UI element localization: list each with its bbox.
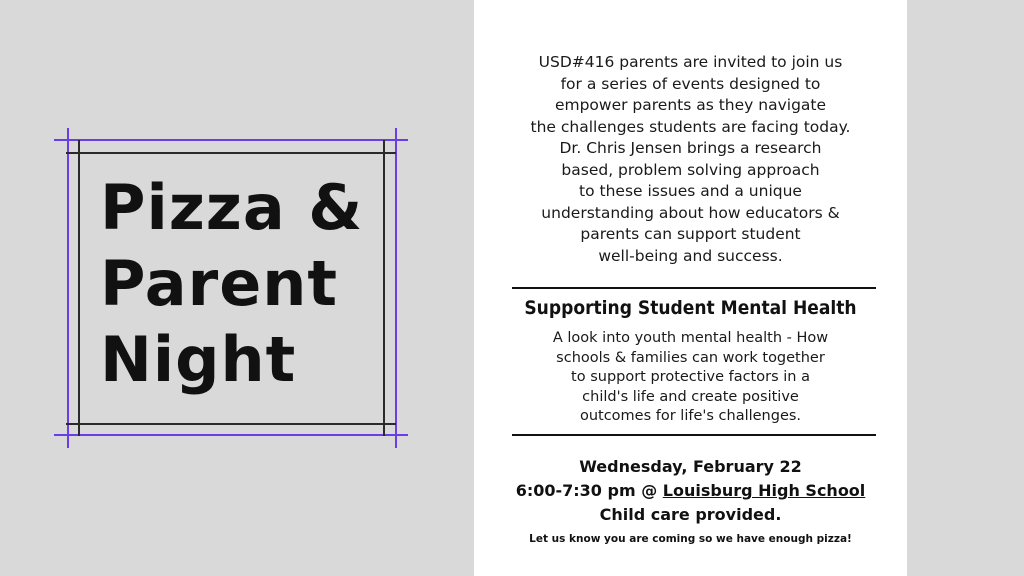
event-details — [474, 455, 907, 527]
section-line: child's life and create positive — [582, 388, 799, 405]
divider-bottom — [512, 434, 876, 436]
section-line: A look into youth mental health - How — [552, 330, 829, 346]
intro-line: to these issues and a unique — [579, 182, 802, 200]
intro-line: understanding about how educators & — [541, 203, 840, 222]
title-line-3: Night — [100, 323, 297, 396]
intro-line: the challenges students are facing today. — [530, 117, 851, 136]
right-margin — [907, 0, 1024, 576]
section-description — [474, 329, 907, 427]
event-time: 6:00-7:30 pm @ — [515, 481, 663, 500]
info-card — [474, 0, 907, 576]
rsvp-note: Let us know you are coming so we have enough pizza! — [529, 533, 852, 545]
intro-line: parents can support student — [580, 225, 801, 243]
event-date: Wednesday, February 22 — [579, 457, 802, 476]
title-line-1: Pizza & — [100, 171, 364, 244]
divider-top — [512, 287, 876, 289]
event-time-venue — [474, 479, 907, 503]
title-line-2: Parent — [100, 247, 339, 320]
section-heading: Supporting Student Mental Health — [524, 297, 857, 319]
page-title — [100, 170, 400, 398]
intro-line: empower parents as they navigate — [554, 96, 827, 114]
intro-line: well-being and success. — [598, 246, 783, 265]
intro-line: Dr. Chris Jensen brings a research — [559, 139, 822, 157]
section-line: to support protective factors in a — [571, 369, 810, 385]
section-line: schools & families can work together — [556, 349, 825, 366]
venue-link[interactable]: Louisburg High School — [662, 481, 866, 500]
section-line: outcomes for life's challenges. — [579, 408, 802, 424]
intro-paragraph — [474, 52, 907, 267]
intro-line: for a series of events designed to — [560, 74, 821, 93]
intro-line: based, problem solving approach — [561, 160, 820, 179]
childcare-note: Child care provided. — [599, 505, 782, 524]
intro-line: USD#416 parents are invited to join us — [538, 53, 843, 71]
